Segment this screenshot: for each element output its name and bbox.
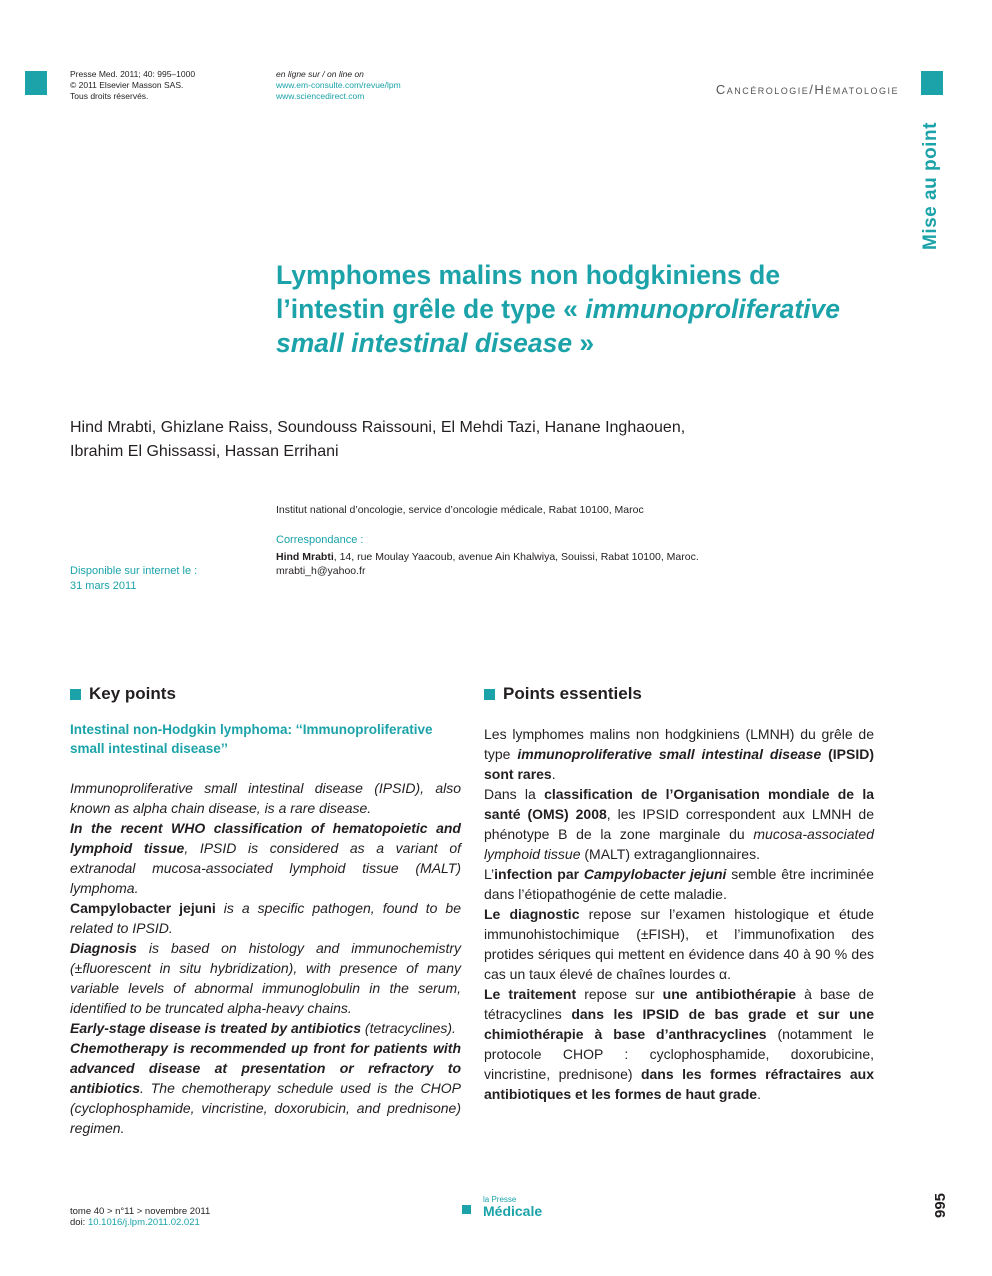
key-point-2-rest: , IPSID is considered as a variant of extranodal mucosa-associated lymphoid tissue (MALT) lymphoma. (70, 840, 461, 896)
points-essentiels-column (484, 684, 874, 1104)
pe4-b: repose sur l’examen histologique et étude immunohistochimique (±FISH), et l’immunofixation des protides sériques qui mettent en évidence dans 40 à 90 % des cas un taux élevé de chaînes lourdes α. (484, 906, 874, 982)
doi-label: doi: (70, 1217, 88, 1228)
authors-line-2: Ibrahim El Ghissassi, Hassan Errihani (70, 443, 339, 460)
correspondence-title: Correspondance : (276, 534, 364, 546)
points-essentiels-heading (484, 684, 874, 704)
key-point-4-rest: is based on histology and immunochemistry (±fluorescent in situ hybridization), with presence of many variable levels of abnormal immunoglobulin in the serum, identified to be truncated alpha-heavy chains. (70, 940, 461, 1016)
key-point-4-bold: Diagnosis (70, 940, 137, 956)
pe2-a: Dans la (484, 786, 545, 802)
online-label: en ligne sur / on line on (276, 69, 364, 79)
correspondence-body (276, 550, 706, 578)
key-point-2 (70, 818, 461, 898)
square-bullet-icon (70, 689, 81, 700)
key-points-heading-text: Key points (89, 684, 176, 703)
point-essentiel-3 (484, 864, 874, 904)
pe2-b: classification de l’Organisation mondiale de la santé (OMS) 2008 (484, 786, 874, 822)
page-number: 995 (932, 1192, 949, 1218)
key-points-column (70, 684, 461, 1138)
logo-small-text: la Presse (483, 1195, 517, 1204)
journal-citation (70, 69, 195, 102)
pe5-a: Le traitement (484, 986, 577, 1002)
key-point-6 (70, 1038, 461, 1138)
pe4-a: Le diagnostic (484, 906, 580, 922)
logo-big-text: Médicale (483, 1203, 543, 1219)
pe2-d: mucosa-associated lymphoid tissue (484, 826, 874, 862)
issue-info: tome 40 > n°11 > novembre 2011 (70, 1206, 211, 1217)
correspondence-name: Hind Mrabti (276, 551, 334, 563)
online-info (276, 69, 401, 102)
journal-line-3: Tous droits réservés. (70, 91, 149, 101)
key-point-5 (70, 1018, 461, 1038)
article-type-label: Mise au point (920, 122, 941, 250)
key-point-3-rest: is a specific pathogen, found to be related to IPSID. (70, 900, 462, 936)
point-essentiel-2 (484, 784, 874, 864)
journal-logo (462, 1196, 542, 1218)
journal-line-1: Presse Med. 2011; 40: 995–1000 (70, 69, 196, 79)
key-point-6-rest: . The chemotherapy schedule used is the CHOP (cyclophosphamide, vincristine, doxorubicin, and prednisone) regimen. (70, 1080, 461, 1136)
key-point-6-bold: Chemotherapy is recommended up front for patients with advanced disease at presentation or refractory to antibiotics (70, 1040, 461, 1096)
pe5-c: une antibiothérapie (662, 986, 796, 1002)
pe5-d: à base de tétracyclines (484, 986, 874, 1022)
pe1-c: (IPSID) sont (484, 746, 875, 782)
pe5-g: dans les formes réfractaires aux antibiotiques et les formes de haut grade (484, 1066, 874, 1102)
correspondence-address: , 14, rue Moulay Yaacoub, avenue Ain Khalwiya, Souissi, Rabat 10100, Maroc. (333, 551, 699, 563)
pe2-c: , les IPSID correspondent aux LMNH de phénotype B de la zone marginale du (484, 806, 874, 842)
square-bullet-icon (484, 689, 495, 700)
key-point-3-bold: Campylobacter jejuni (70, 900, 216, 916)
title-part-1: Lymphomes malins non hodgkiniens de l’intestin grêle de type « (276, 260, 781, 324)
available-date: 31 mars 2011 (70, 580, 137, 592)
journal-line-2: © 2011 Elsevier Masson SAS. (70, 80, 184, 90)
footer-citation (70, 1206, 210, 1228)
title-italic: immunoproliferative small intestinal disease (276, 294, 841, 358)
point-essentiel-1 (484, 724, 874, 784)
corner-square-left (25, 71, 47, 95)
online-url-1[interactable]: www.em-consulte.com/revue/lpm (276, 80, 401, 90)
online-url-2[interactable]: www.sciencedirect.com (276, 91, 365, 101)
key-points-heading (70, 684, 461, 704)
pe2-e: (MALT) extraganglionnaires. (580, 846, 760, 862)
correspondence-email[interactable]: mrabti_h@yahoo.fr (276, 565, 366, 577)
point-essentiel-4 (484, 904, 874, 984)
key-point-4 (70, 938, 461, 1018)
pe1-b: immunoproliferative small intestinal disease (517, 746, 822, 762)
pe5-b: repose sur (576, 986, 663, 1002)
pe3-c: Campylobacter jejuni (583, 866, 727, 882)
title-part-2: » (572, 328, 595, 358)
doi-link[interactable]: 10.1016/j.lpm.2011.02.021 (87, 1217, 200, 1228)
logo-square-icon (462, 1205, 471, 1214)
section-label: Cancérologie/Hématologie (715, 82, 899, 97)
logo-text (483, 1196, 542, 1218)
article-title (276, 258, 896, 360)
key-point-5-bold: Early-stage disease is treated by antibiotics (70, 1020, 362, 1036)
authors-line-1: Hind Mrabti, Ghizlane Raiss, Soundouss Raissouni, El Mehdi Tazi, Hanane Inghaouen, (70, 419, 686, 436)
point-essentiel-5 (484, 984, 874, 1104)
pe3-a: L’ (484, 866, 495, 882)
pe5-f: (notamment le protocole CHOP : cyclophosphamide, doxorubicine, vincristine, prednisone) (484, 1026, 874, 1082)
key-points-subtitle: Intestinal non-Hodgkin lymphoma: ‘‘Immunoproliferative small intestinal disease’’ (70, 722, 433, 756)
affiliation: Institut national d’oncologie, service d’oncologie médicale, Rabat 10100, Maroc (276, 504, 644, 516)
pe3-b: infection par (494, 866, 584, 882)
pe1-e: . (551, 766, 556, 782)
pe1-a: Les lymphomes malins non hodgkiniens (LMNH) du grêle de type (484, 726, 874, 762)
available-label: Disponible sur internet le : (70, 565, 198, 577)
authors (70, 416, 750, 464)
key-point-2-bold: In the recent WHO classification of hematopoietic and lymphoid tissue (70, 820, 461, 856)
pe5-h: . (757, 1086, 761, 1102)
key-point-3 (70, 898, 461, 938)
key-point-1: Immunoproliferative small intestinal disease (IPSID), also known as alpha chain disease, is a rare disease. (70, 780, 461, 816)
points-essentiels-heading-text: Points essentiels (503, 684, 642, 703)
key-point-5-rest: (tetracyclines). (361, 1020, 456, 1036)
pe1-d: rares (517, 766, 552, 782)
pe5-e: dans les IPSID de bas grade et sur une chimiothérapie à base d’anthracyclines (484, 1006, 874, 1042)
pe3-d: semble être incriminée dans l’étiopathogénie de cette maladie. (484, 866, 874, 902)
availability (70, 564, 197, 594)
doi-line (70, 1217, 210, 1228)
